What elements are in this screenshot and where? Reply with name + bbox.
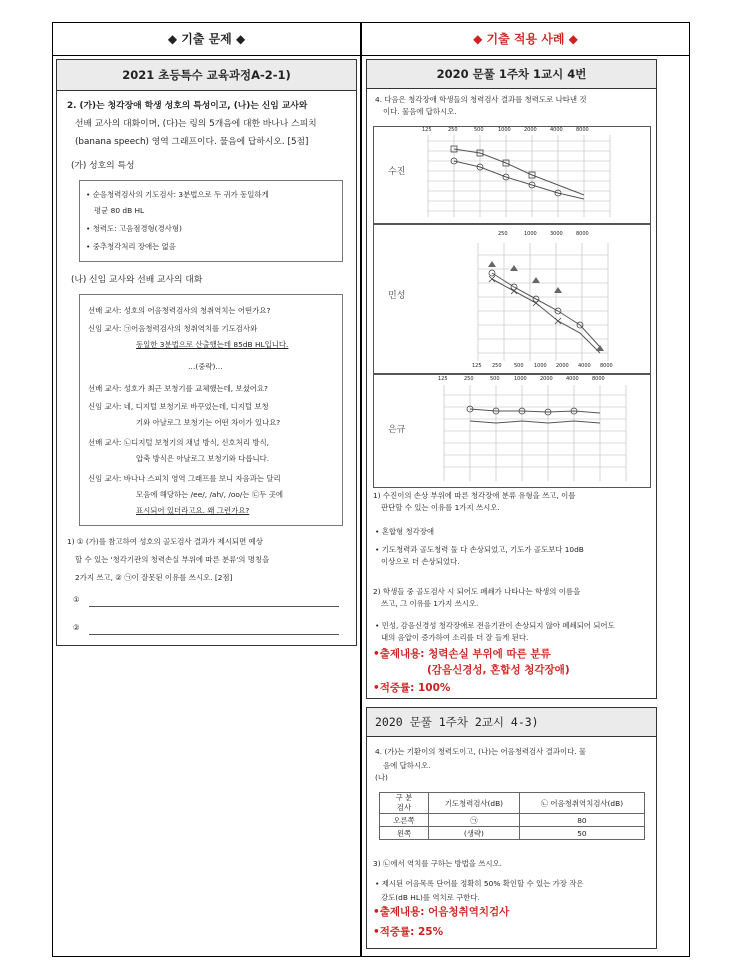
answer-label-1: ①	[73, 595, 80, 604]
table-header-col2: ㉡ 어음청취역치검사(dB)	[519, 793, 644, 814]
answer-line-2	[89, 634, 339, 635]
case1-q2: 쓰고, 그 이유를 1가지 쓰시오.	[381, 599, 479, 608]
case2-a3: • 제시된 어음목록 단어를 정확히 50% 확인할 수 있는 가장 작은	[375, 879, 584, 888]
freq-tick: 8000	[576, 127, 589, 133]
case1-intro: 4. 다음은 청각장애 학생들의 청력검사 결과를 청력도로 나타낸 것	[375, 95, 587, 104]
section-na-label: (나) 신임 교사와 선배 교사의 대화	[71, 275, 203, 285]
case2-a3: 강도(dB HL)를 역치로 구한다.	[381, 893, 480, 902]
table-cell: 오른쪽	[380, 814, 429, 827]
audiogram-label-sujin: 수진	[388, 167, 406, 177]
question-line: 1) ① (가)를 참고하여 성호의 골도검사 결과가 제시되면 예상	[67, 537, 263, 546]
case1-content: (감음신경성, 혼합성 청각장애)	[427, 664, 570, 676]
audiogram-sujin	[373, 126, 651, 224]
case2-intro: 음에 답하시오.	[383, 761, 431, 770]
question-intro-2: 선배 교사의 대화이며, (다)는 링의 5개음에 대한 바나나 스피치	[75, 119, 317, 129]
case-box-1	[366, 59, 657, 699]
dialog-line: 신임 교사: ㉠어음청력검사의 청취역치를 기도검사와	[88, 324, 258, 333]
freq-tick: 1000	[534, 363, 547, 369]
case1-a2: • 민성, 감음신경성 청각장애로 전음기관이 손상되지 않아 폐쇄되어 되어도	[375, 621, 615, 630]
dialog-line: 선배 교사: ㉡디지털 보청기의 채널 방식, 신호처리 방식,	[88, 438, 269, 447]
answer-label-2: ②	[73, 623, 80, 632]
case1-a1: • 혼합형 청각장애	[375, 527, 435, 536]
freq-tick-mid: 250	[498, 231, 508, 237]
freq-tick: 125	[422, 127, 432, 133]
case1-q1: 판단할 수 있는 이유를 1가지 쓰시오.	[381, 503, 500, 512]
exam-question-title: 2021 초등특수 교육과정A-2-1)	[57, 60, 356, 91]
table-corner-top: 구 분	[395, 793, 413, 802]
table-cell: 50	[519, 827, 644, 840]
table-corner-bottom: 검사	[396, 803, 412, 812]
trait-line: 평균 80 dB HL	[94, 206, 145, 215]
case-box-1-title: 2020 문풀 1주차 1교시 4번	[367, 60, 656, 89]
table-header-col1: 기도청력검사(dB)	[429, 793, 520, 814]
table-cell: 왼쪽	[380, 827, 429, 840]
dialog-line: 모음에 해당하는 /ee/, /ah/, /oo/는 ㉢두 곳에	[136, 490, 284, 499]
section-ga-label: (가) 성호의 특성	[71, 161, 135, 171]
audiogram-eungyu-grid	[374, 375, 650, 487]
answer-line-1	[89, 606, 339, 607]
table-cell: 80	[519, 814, 644, 827]
freq-tick: 2000	[524, 127, 537, 133]
speech-audiometry-table	[379, 792, 645, 840]
audiogram-eungyu	[373, 374, 651, 488]
trait-line: • 청력도: 고음점경형(경사형)	[86, 224, 182, 233]
audiogram-minseong-grid	[374, 225, 650, 373]
freq-tick: 1000	[514, 376, 527, 382]
traits-box	[79, 180, 343, 262]
freq-tick: 4000	[550, 127, 563, 133]
audiogram-sujin-grid	[374, 127, 650, 223]
dialog-box	[79, 294, 343, 526]
case-box-2	[366, 707, 657, 949]
trait-line: • 순음청력검사의 기도검사: 3분법으로 두 귀가 동일하게	[86, 190, 269, 199]
header-divider	[53, 55, 689, 56]
freq-tick: 250	[448, 127, 458, 133]
freq-tick: 8000	[600, 363, 613, 369]
document-sheet	[52, 22, 690, 957]
dialog-line: 동일한 3분법으로 산출했는데 85dB HL입니다.	[136, 340, 289, 349]
table-cell: (생략)	[429, 827, 520, 840]
audiogram-label-minseong: 민성	[388, 291, 406, 301]
case1-a1: • 기도청력과 골도청력 둘 다 손상되었고, 기도가 골도보다 10dB	[375, 545, 584, 554]
case1-content: •출제내용: 청력손실 부위에 따른 분류	[373, 648, 551, 660]
column-divider	[360, 23, 362, 956]
dialog-line: 압축 방식은 아날로그 보청기와 다릅니다.	[136, 454, 270, 463]
freq-tick: 4000	[566, 376, 579, 382]
right-column-header: ◆ 기출 적용 사례 ◆	[473, 32, 578, 46]
freq-tick-mid: 8000	[576, 231, 589, 237]
dialog-line: 선배 교사: 성호가 최근 보청기를 교체했는데, 보셨어요?	[88, 384, 268, 393]
question-line: 할 수 있는 '청각기관의 청력손실 부위에 따른 분류'의 명칭을	[75, 555, 270, 564]
case1-q2: 2) 학생들 중 골도검사 시 되어도 폐쇄가 나타나는 학생의 이름을	[373, 587, 581, 596]
case1-q1: 1) 수진이의 손상 부위에 따른 청각장애 분류 유형을 쓰고, 이를	[373, 491, 576, 500]
dialog-line: 신임 교사: 바나나 스피치 영역 그래프를 보니 자음과는 달리	[88, 474, 281, 483]
freq-tick: 125	[472, 363, 482, 369]
table-cell: ㉠	[429, 814, 520, 827]
case1-a2: 내의 음압이 증가하여 소리를 더 잘 들게 된다.	[381, 633, 529, 642]
question-intro-1: 2. (가)는 청각장애 학생 성호의 특성이고, (나)는 신임 교사와	[67, 101, 308, 111]
case2-content: •출제내용: 어음청취역치검사	[373, 906, 510, 918]
freq-tick: 250	[492, 363, 502, 369]
table-row	[380, 814, 645, 827]
question-intro-3: (banana speech) 영역 그래프이다. 물음에 답하시오. [5점]	[75, 137, 309, 147]
dialog-line: …(중략)…	[188, 362, 223, 371]
table-row	[380, 827, 645, 840]
freq-tick: 8000	[592, 376, 605, 382]
case1-intro: 이다. 물음에 답하시오.	[383, 107, 457, 116]
freq-tick: 500	[474, 127, 484, 133]
case2-intro: 4. (가)는 기환이의 청력도이고, (나)는 어음청력검사 결과이다. 물	[375, 747, 587, 756]
dialog-line: 표시되어 있더라고요. 왜 그런가요?	[136, 506, 250, 515]
case1-a1: 이상으로 더 손상되었다.	[381, 557, 460, 566]
freq-tick: 2000	[556, 363, 569, 369]
dialog-line: 신임 교사: 네, 디지털 보청기로 바꾸었는데, 디지털 보청	[88, 402, 269, 411]
freq-tick: 125	[438, 376, 448, 382]
trait-line: • 중추청각처리 장애는 없음	[86, 242, 176, 251]
freq-tick: 500	[490, 376, 500, 382]
question-line: 2가지 쓰고, ② ㉠이 잘못된 이유를 쓰시오. [2점]	[75, 573, 233, 582]
freq-tick: 1000	[498, 127, 511, 133]
case-box-2-title: 2020 문풀 1주차 2교시 4-3)	[367, 708, 656, 737]
case1-rate: •적중률: 100%	[373, 682, 451, 694]
freq-tick: 500	[514, 363, 524, 369]
freq-tick: 2000	[540, 376, 553, 382]
left-column-header: ◆ 기출 문제 ◆	[167, 32, 246, 46]
case2-intro: (나)	[375, 773, 388, 782]
freq-tick: 250	[464, 376, 474, 382]
table-corner	[380, 793, 429, 814]
case2-q3: 3) ㉡에서 역치를 구하는 방법을 쓰시오.	[373, 859, 503, 868]
freq-tick: 4000	[578, 363, 591, 369]
case2-rate: •적중률: 25%	[373, 926, 444, 938]
freq-tick-mid: 3000	[550, 231, 563, 237]
exam-question-box	[56, 59, 357, 646]
audiogram-minseong	[373, 224, 651, 374]
freq-tick-mid: 1000	[524, 231, 537, 237]
audiogram-label-eungyu: 은규	[388, 425, 406, 435]
dialog-line: 기와 아날로그 보청기는 어떤 차이가 있나요?	[136, 418, 281, 427]
dialog-line: 선배 교사: 성호의 어음청력검사의 청취역치는 어떤가요?	[88, 306, 271, 315]
